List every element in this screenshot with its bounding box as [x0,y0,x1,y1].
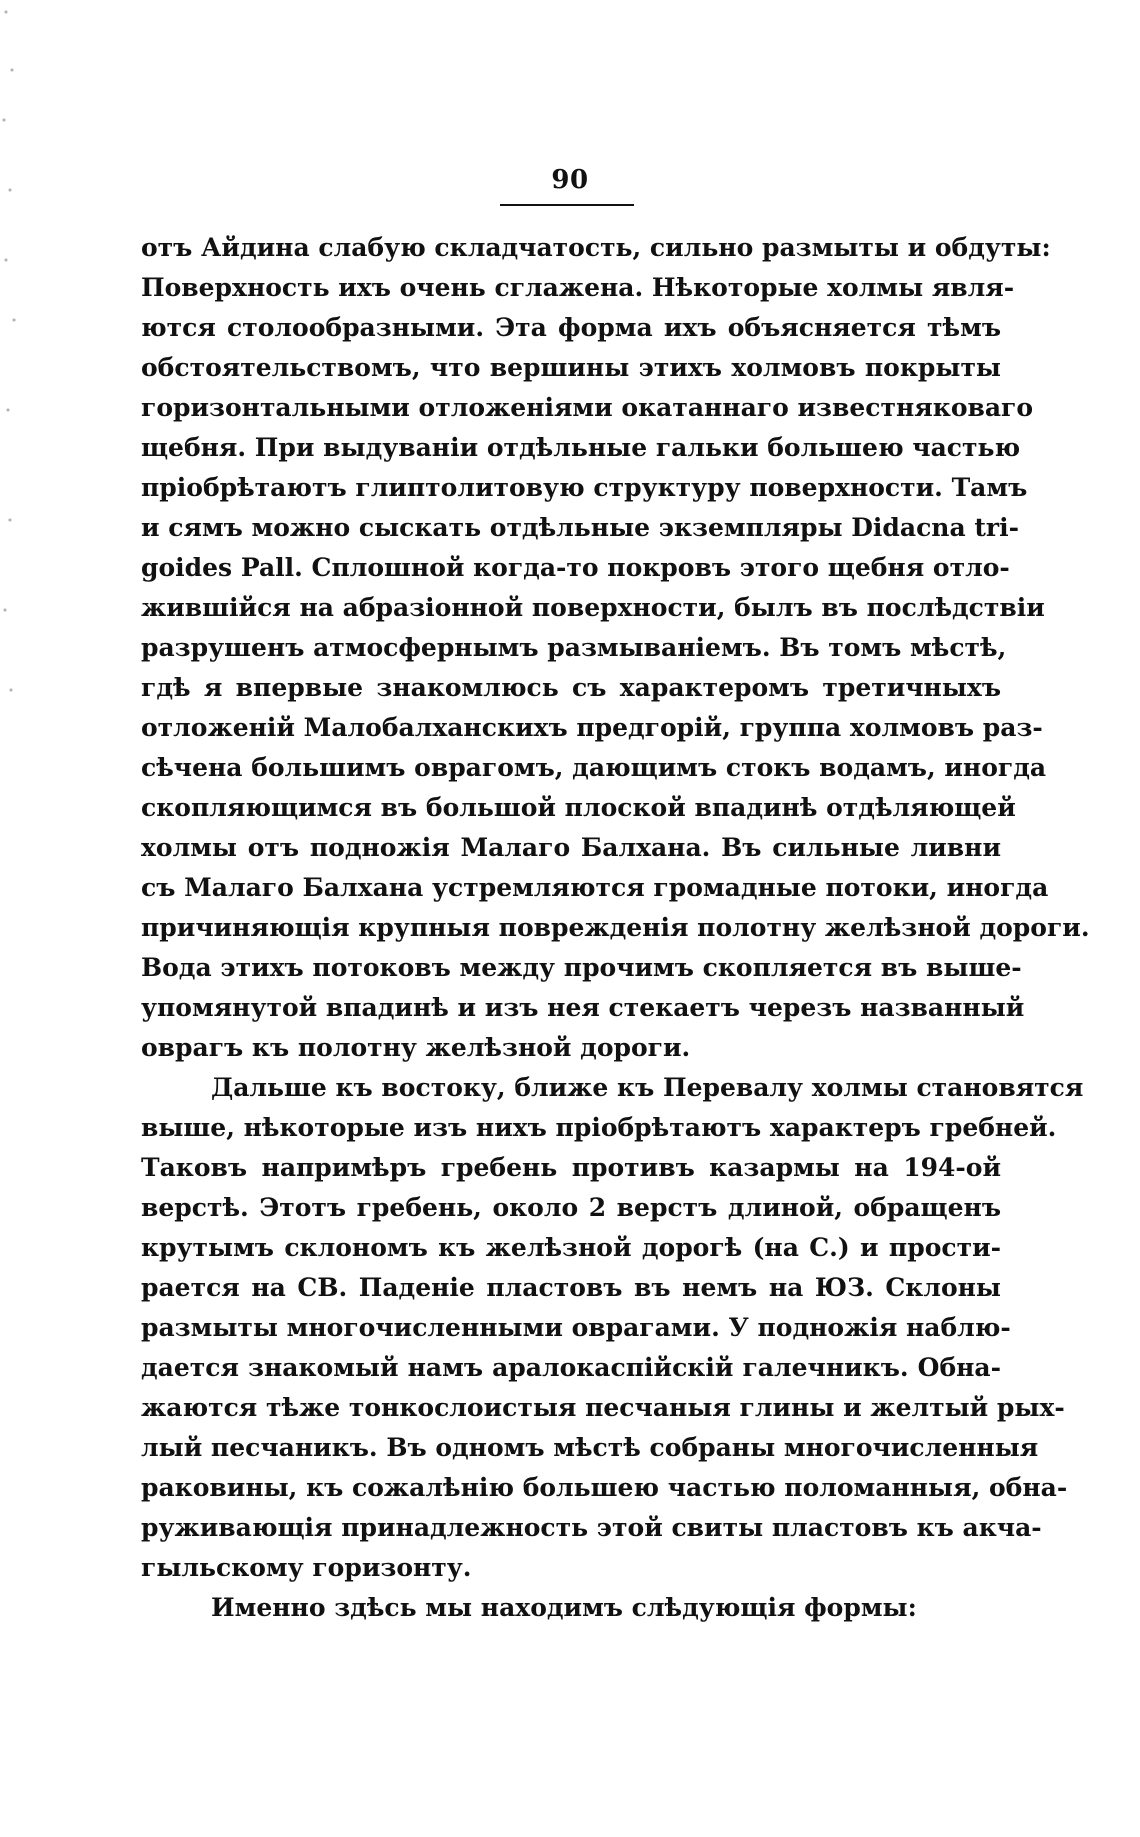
text-line: Дальше къ востоку, ближе къ Перевалу холмы становятся [211,1073,1084,1102]
text-line: отъ Айдина слабую складчатость, сильно размыты и обдуты: [141,233,1051,262]
paragraph-2 [141,1068,1084,1588]
text-line: причиняющія крупныя поврежденія полотну желѣзной дороги. [141,913,1090,942]
text-line: скопляющимся въ большой плоской впадинѣ отдѣляющей [141,793,1016,822]
text-line: холмы отъ подножія Малаго Балхана. Въ сильные ливни [141,833,1001,862]
text-line: оврагъ къ полотну желѣзной дороги. [141,1033,691,1062]
text-line: руживающія принадлежность этой свиты пластовъ къ акча- [141,1513,1042,1542]
text-line: размыты многочисленными оврагами. У подножія наблю- [141,1313,1011,1342]
text-line: жаются тѣже тонкослоистыя песчаныя глины и желтый рых- [141,1393,1065,1422]
text-line: пріобрѣтаютъ глиптолитовую структуру поверхности. Тамъ [141,473,1028,502]
body-text [141,228,1090,1628]
page-number: 90 [551,165,589,195]
text-line: щебня. При выдуваніи отдѣльные гальки большею частью [141,433,1021,462]
text-line: и сямъ можно сыскать отдѣльные экземпляры Didacna tri- [141,513,1019,542]
text-line: сѣчена большимъ оврагомъ, дающимъ стокъ водамъ, иногда [141,753,1047,782]
text-line: гдѣ я впервые знакомлюсь съ характеромъ третичныхъ [141,673,1001,702]
text-line: лый песчаникъ. Въ одномъ мѣстѣ собраны многочисленныя [141,1433,1039,1462]
text-line: горизонтальными отложеніями окатаннаго известняковаго [141,393,1034,422]
paragraph-1 [141,228,1090,1068]
text-line: раковины, къ сожалѣнію большею частью поломанныя, обна- [141,1473,1068,1502]
text-line: съ Малаго Балхана устремляются громадные потоки, иногда [141,873,1049,902]
text-line: разрушенъ атмосфернымъ размываніемъ. Въ томъ мѣстѣ, [141,633,1007,662]
text-line: goides Pall. Сплошной когда-то покровъ этого щебня отло- [141,553,1010,582]
text-line: верстѣ. Этотъ гребень, около 2 верстъ длиной, обращенъ [141,1193,1001,1222]
text-line: отложеній Малобалханскихъ предгорій, группа холмовъ раз- [141,713,1043,742]
text-line: жившiйся на абразiонной поверхности, былъ въ послѣдствiи [141,593,1045,622]
text-line: упомянутой впадинѣ и изъ нея стекаетъ черезъ названный [141,993,1025,1022]
text-line: Вода этихъ потоковъ между прочимъ скопляется въ выше- [141,953,1022,982]
paragraph-3 [141,1588,1001,1628]
text-line: ются столообразными. Эта форма ихъ объясняется тѣмъ [141,313,1001,342]
text-line: рается на СВ. Паденіе пластовъ въ немъ на ЮЗ. Склоны [141,1273,1001,1302]
text-line: крутымъ склономъ къ желѣзной дорогѣ (на С.) и прости- [141,1233,1001,1262]
page-number-rule [500,204,634,206]
text-line: выше, нѣкоторые изъ нихъ пріобрѣтаютъ характеръ гребней. [141,1113,1057,1142]
text-line: обстоятельствомъ, что вершины этихъ холмовъ покрыты [141,353,1001,382]
text-line: дается знакомый намъ аралокаспійскій галечникъ. Обна- [141,1353,1001,1382]
text-line: Поверхность ихъ очень сглажена. Нѣкоторые холмы явля- [141,273,1015,302]
scan-edge-artifacts [0,0,20,720]
text-line: гыльскому горизонту. [141,1553,472,1582]
text-line: Именно здѣсь мы находимъ слѣдующія формы: [211,1593,917,1622]
text-line: Таковъ напримѣръ гребень противъ казармы на 194-ой [141,1153,1001,1182]
